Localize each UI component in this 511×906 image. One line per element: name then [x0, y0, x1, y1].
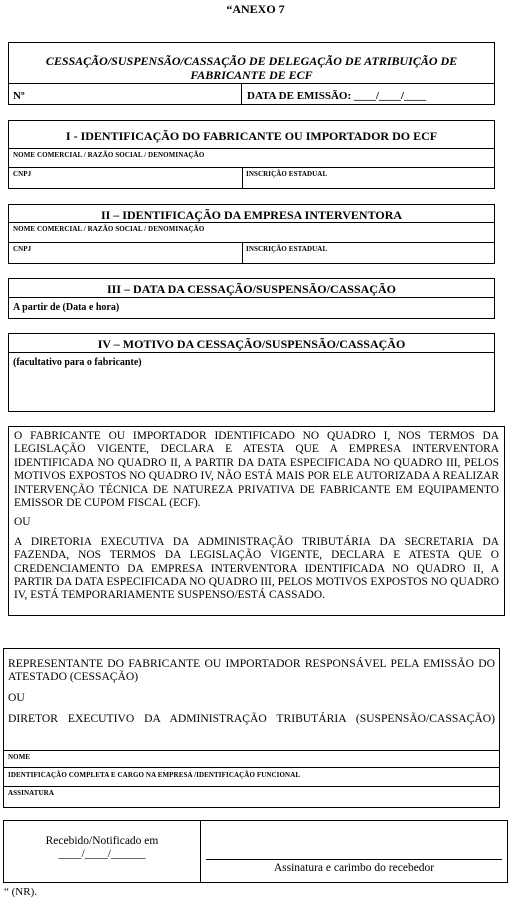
section-1-cnpj-label: CNPJ [13, 170, 32, 178]
section-1-state-reg-label: INSCRIÇÃO ESTADUAL [246, 170, 328, 178]
receipt-signature-caption: Assinatura e carimbo do recebedor [273, 862, 435, 874]
declaration-or: OU [14, 516, 31, 529]
declaration-tax-authority-text: A DIRETORIA EXECUTIVA DA ADMINISTRAÇÃO TRIBUTÁRIA DA SECRETARIA DA FAZENDA, NOS TERMOS DA LEGISLAÇÃO VIGENTE, DECLARA E ATESTA QUE O CREDENCIAMENTO DA EMPRESA INTERVENTORA IDENTIFICADA NO QUADRO II, A PARTIR DA DATA ESPECIFICADA NO QUADRO III, PELOS MOTIVOS EXPOSTOS NO QUADRO IV, ESTÁ TEMPORARIAMENTE SUSPENSO/ESTÁ CASSADO. [14, 535, 499, 602]
section-1-box [8, 120, 495, 189]
representative-signature-label: ASSINATURA [8, 789, 54, 797]
section-4-title: IV – MOTIVO DA CESSAÇÃO/SUSPENSÃO/CASSAÇÃO [97, 337, 406, 351]
receipt-box [3, 820, 508, 883]
form-header-box [8, 42, 495, 105]
declaration-box [8, 426, 505, 616]
section-4-box [8, 333, 495, 412]
receipt-signature-line [206, 859, 502, 860]
section-2-name-label: NOME COMERCIAL / RAZÃO SOCIAL / DENOMINAÇÃO [13, 225, 205, 233]
receipt-received-label: Recebido/Notificado em [45, 835, 159, 847]
section-2-title: II – IDENTIFICAÇÃO DA EMPRESA INTERVENTORA [100, 208, 403, 222]
representative-name-label: NOME [8, 753, 31, 761]
section-3-box [8, 278, 495, 319]
number-label: Nº [13, 90, 25, 102]
representative-or: OU [8, 691, 25, 704]
section-1-name-label: NOME COMERCIAL / RAZÃO SOCIAL / DENOMINAÇÃO [13, 151, 205, 159]
section-3-from-label: A partir de (Data e hora) [13, 302, 120, 313]
representative-box [3, 648, 500, 808]
receipt-date-blank: ____/____/______ [58, 848, 146, 860]
declaration-manufacturer-text: O FABRICANTE OU IMPORTADOR IDENTIFICADO NO QUADRO I, NOS TERMOS DA LEGISLAÇÃO VIGENTE, DECLARA E ATESTA QUE A EMPRESA INTERVENTORA IDENTIFICADA NO QUADRO II, A PARTIR DA DATA ESPECIFICADA NO QUADRO III, PELOS MOTIVOS EXPOSTOS NO QUADRO IV, NÃO ESTÁ MAIS POR ELE AUTORIZADA A REALIZAR INTERVENÇÃO TÉCNICA DE NATUREZA PRIVATIVA DE FABRICANTE EM EQUIPAMENTO EMISSOR DE CUPOM FISCAL (ECF). [14, 430, 499, 510]
annex-title: “ANEXO 7 [226, 2, 285, 16]
form-title: CESSAÇÃO/SUSPENSÃO/CASSAÇÃO DE DELEGAÇÃO DE ATRIBUIÇÃO DE FABRICANTE DE ECF [45, 54, 458, 82]
representative-director: DIRETOR EXECUTIVO DA ADMINISTRAÇÃO TRIBUTÁRIA (SUSPENSÃO/CASSAÇÃO) [8, 712, 495, 725]
section-2-box [8, 204, 495, 264]
section-1-title: I - IDENTIFICAÇÃO DO FABRICANTE OU IMPORTADOR DO ECF [65, 129, 438, 143]
section-2-cnpj-label: CNPJ [13, 245, 32, 253]
footer-note: “ (NR). [4, 886, 37, 898]
section-2-state-reg-label: INSCRIÇÃO ESTADUAL [246, 245, 328, 253]
representative-manufacturer: REPRESENTANTE DO FABRICANTE OU IMPORTADOR RESPONSÁVEL PELA EMISSÃO DO ATESTADO (CESSAÇÃO) [8, 657, 495, 683]
section-4-note: (facultativo para o fabricante) [13, 357, 142, 368]
section-3-title: III – DATA DA CESSAÇÃO/SUSPENSÃO/CASSAÇÃO [107, 282, 396, 296]
issue-date-label: DATA DE EMISSÃO: ____/____/____ [247, 90, 426, 102]
representative-id-label: IDENTIFICAÇÃO COMPLETA E CARGO NA EMPRESA /IDENTIFICAÇÃO FUNCIONAL [8, 771, 301, 779]
representative-text [8, 657, 495, 725]
